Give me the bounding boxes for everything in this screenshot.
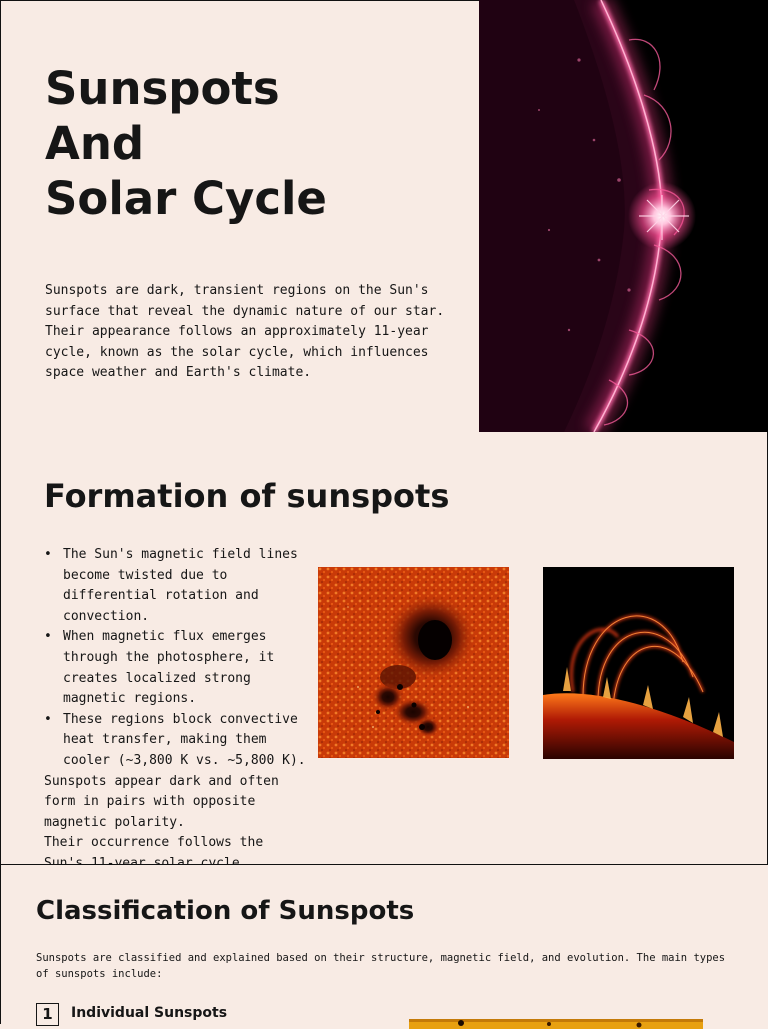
classification-slide (0, 864, 768, 1024)
title-line-3: Solar Cycle (45, 172, 327, 225)
bullet-item: • When magnetic flux emerges through the photosphere, it creates localized strong magnetic regions. (44, 627, 306, 709)
sunspot-image (318, 567, 509, 758)
formation-paragraph: Their occurrence follows the (44, 835, 264, 851)
bullet-item: • These regions block convective heat transfer, making them cooler (~3,800 K vs. ~5,800 K). (44, 710, 306, 772)
formation-text (44, 545, 306, 863)
solar-limb-image (479, 0, 768, 432)
solar-prominence-image (543, 567, 734, 759)
formation-bullet-list (44, 545, 306, 772)
title-line-1: Sunspots (45, 62, 280, 115)
section-title-classification: Classification of Sunspots (36, 896, 415, 926)
intro-paragraph: Sunspots are dark, transient regions on the Sun's surface that reveal the dynamic nature of our star. Their appearance follows an approximately 11-year cycle, known as the solar cycle, which influences space weather and Earth's climate. (45, 283, 445, 381)
classification-intro: Sunspots are classified and explained based on their structure, magnetic field, and evolution. The main types of sunspots include: (36, 952, 726, 980)
bullet-item: • The Sun's magnetic field lines become twisted due to differential rotation and convection. (44, 545, 306, 627)
section-title-formation: Formation of sunspots (44, 477, 450, 515)
type-number-badge: 1 (36, 1003, 59, 1026)
page-title (45, 61, 327, 226)
type-name: Individual Sunspots (71, 1005, 228, 1021)
individual-sunspot-image (409, 1019, 703, 1029)
title-line-2: And (45, 117, 145, 170)
formation-paragraph: Sunspots appear dark and often form in pairs with opposite magnetic polarity. (44, 773, 279, 830)
